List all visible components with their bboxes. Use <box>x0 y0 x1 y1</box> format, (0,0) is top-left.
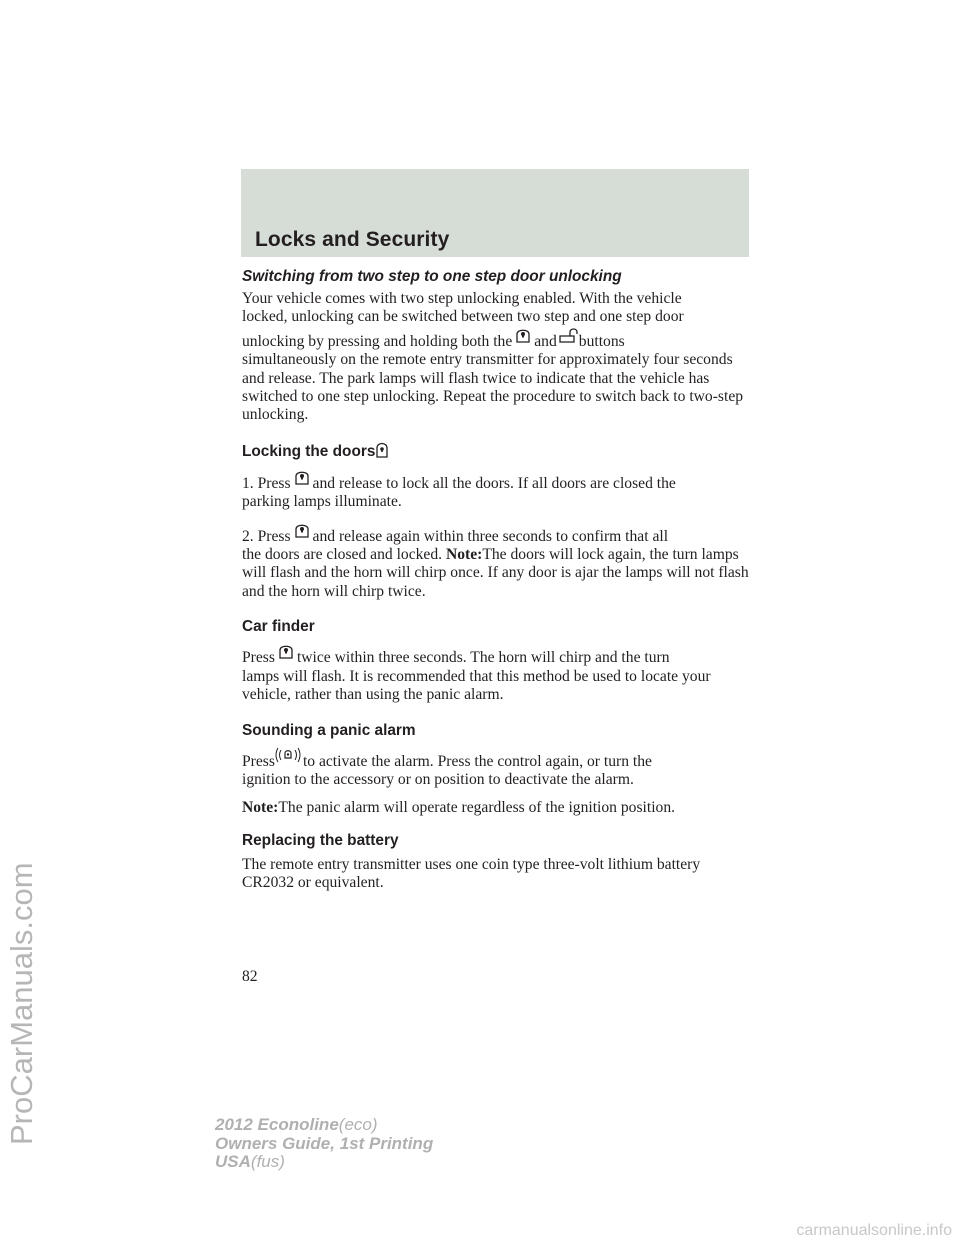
heading-switching: Switching from two step to one step door unlocking <box>242 268 622 285</box>
heading-locking: Locking the doors <box>242 440 752 463</box>
car-finder-text: Press twice within three seconds. The horn will chirp and the turn lamps will flash. It is recommended that this method be used to locate your vehicle, rather than using the panic alarm. <box>242 643 752 704</box>
panic-horn-icon <box>275 747 303 763</box>
lock-icon <box>291 469 313 485</box>
heading-panic-alarm: Sounding a panic alarm <box>242 721 416 739</box>
page-title: Locks and Security <box>255 228 450 251</box>
locking-step2: 2. Press and release again within three seconds to confirm that all the doors are closed and locked. Note:The doors will lock again, the turn lamps will flash and the horn will chirp once. If any door is ajar the lamps will not flash and the horn will chirp twice. <box>242 522 752 602</box>
unlock-icon <box>557 327 579 343</box>
page-content <box>242 266 752 893</box>
heading-replacing-battery: Replacing the battery <box>242 831 399 849</box>
lock-icon <box>375 440 389 458</box>
battery-text: The remote entry transmitter uses one coin type three-volt lithium battery CR2032 or equivalent. <box>242 855 701 892</box>
lock-icon <box>512 327 534 343</box>
header-band <box>241 169 749 257</box>
lock-icon <box>275 643 297 659</box>
panic-note: Note:The panic alarm will operate regardless of the ignition position. <box>242 799 676 817</box>
lock-icon <box>291 522 313 538</box>
footer-info: 2012 Econoline(eco) Owners Guide, 1st Printing USA(fus) <box>215 1115 434 1171</box>
panic-text: Press to activate the alarm. Press the control again, or turn the ignition to the accessory or on position to deactivate the alarm. <box>242 747 752 790</box>
locking-step1: 1. Press and release to lock all the doors. If all doors are closed the parking lamps illuminate. <box>242 469 752 512</box>
heading-car-finder: Car finder <box>242 618 315 636</box>
switching-text-line1: Your vehicle comes with two step unlocking enabled. With the vehicle locked, unlocking can be switched between two step and one step door unlocking by pressing and holding both the and buttons simultaneously on the remote entry transmitter for approximately four seconds and release. The park lamps will flash twice to indicate that the vehicle has switched to one step unlocking. Repeat the procedure to switch back to two-step unlocking. <box>242 290 744 424</box>
bottom-watermark: carmanualsonline.info <box>796 1222 952 1239</box>
page-number: 82 <box>242 968 258 985</box>
